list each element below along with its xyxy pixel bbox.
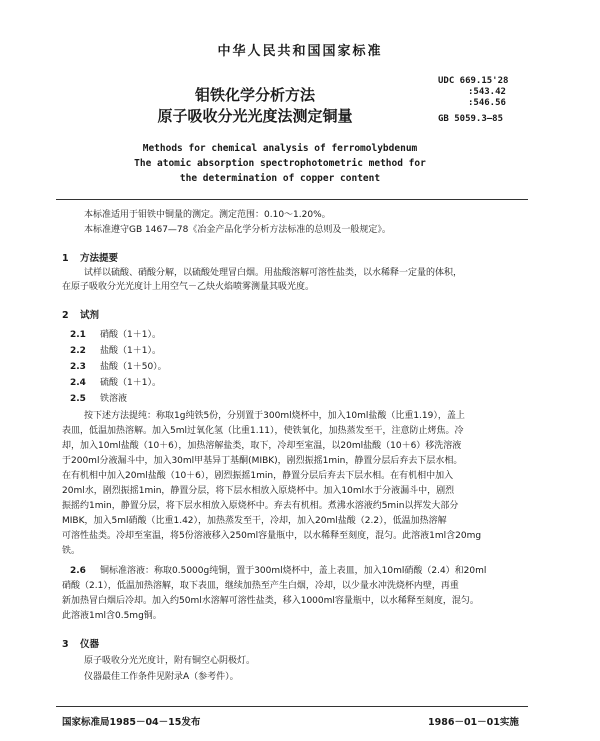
reagent-text: 铁溶液 [100,394,128,404]
udc-line-2: :543.42 [468,87,506,97]
title-en-line-3: the determination of copper content [179,173,381,184]
title-cn-line-2: 原子吸收分光光度法测定铜量 [157,107,353,125]
reagent-item [70,359,167,372]
copper-standard-line: 硝酸（2.1），低温加热溶解，取下表皿，继续加热至产生白烟，冷却，以少量水冲洗烧杯内壁，再重 [62,581,459,591]
reagent-text: 盐酸（1＋1）。 [100,346,161,356]
intro-scope: 本标准适用于钼铁中铜量的测定。测定范围：0.10～1.20%。 [84,210,331,220]
udc-line-3: :546.56 [468,98,506,108]
iron-solution-line: 按下述方法提纯：称取1g纯铁5份，分别置于300ml烧杯中，加入10ml盐酸（比重1.19），盖上 [84,411,465,421]
copper-standard-line: 此溶液1ml含0.5mg铜。 [62,611,162,621]
reagent-item [70,391,127,404]
title-en-line-2: The atomic absorption spectrophotometric method for [134,158,426,169]
reagent-number: 2.5 [70,394,86,404]
effective-date: 1986－01－01实施 [428,717,519,728]
reagent-text: 盐酸（1＋50）。 [100,362,167,372]
section-2-heading [62,307,99,321]
iron-solution-line: 表皿，低温加热溶解。加入5ml过氧化氢（比重1.11），使铁氧化，加热蒸发至干，注意防止烤焦。冷 [62,426,464,436]
iron-solution-line: 于200ml分液漏斗中，加入30ml甲基异丁基酮(MIBK)，剧烈振摇1min，静置分层后弃去下层水相。 [62,456,463,466]
reagent-item-2-6 [70,563,486,576]
section-3-line-1: 原子吸收分光光度计，附有铜空心阴极灯。 [84,656,256,666]
iron-solution-line: 振摇约1min，静置分层，将下层水相放入原烧杯中。弃去有机相。煮沸水溶液约5min以挥发大部分 [62,501,459,511]
section-title: 试剂 [80,310,100,321]
footer-divider [56,706,528,707]
iron-solution-line: 却，加入10ml盐酸（10＋6），加热溶解盐类，取下，冷却至室温，以20ml盐酸（10＋6）移洗溶液 [62,441,462,451]
iron-solution-line: 20ml水，剧烈振摇1min，静置分层，将下层水相放入原烧杯中。加入10ml水于分液漏斗中，剧烈 [62,486,455,496]
section-3-heading [62,636,99,650]
section-number: 2 [62,310,69,321]
reagent-text: 铜标准溶液：称取0.5000g纯铜，置于300ml烧杯中，盖上表皿，加入10ml硝酸（2.4）和20ml [100,566,487,576]
section-number: 3 [62,639,69,650]
reagent-item [70,327,161,340]
reagent-text: 硫酸（1＋1）。 [100,378,161,388]
section-title: 仪器 [80,639,100,650]
udc-block [438,76,508,109]
iron-solution-line: MIBK，加入5ml硝酸（比重1.42），加热蒸发至干，冷却，加入20ml盐酸（2.2），低温加热溶解 [62,516,447,526]
reagent-number: 2.2 [70,346,86,356]
section-1-line-1: 试样以硫酸、硝酸分解，以硫酸处理冒白烟。用盐酸溶解可溶性盐类，以水稀释一定量的体积， [84,268,463,278]
issuing-authority: 中华人民共和国国家标准 [217,44,383,59]
title-cn-line-1: 钼铁化学分析方法 [194,86,315,104]
section-number: 1 [62,253,69,264]
reagent-text: 硝酸（1＋1）。 [100,330,161,340]
copper-standard-line: 新加热冒白烟后冷却。加入约50ml水溶解可溶性盐类，移入1000ml容量瓶中，以水稀释至刻度，混匀。 [62,596,479,606]
standard-number: GB 5059.3—85 [438,114,504,124]
publish-date: 国家标准局1985－04－15发布 [62,717,201,728]
title-en-line-1: Methods for chemical analysis of ferromolybdenum [142,143,418,154]
reagent-number: 2.1 [70,330,86,340]
intro-compliance: 本标准遵守GB 1467—78《冶金产品化学分析方法标准的总则及一般规定》。 [84,225,391,235]
udc-line-1: UDC 669.15'28 [438,76,509,86]
iron-solution-line: 可溶性盐类。冷却至室温，将5份溶液移入250ml容量瓶中，以水稀释至刻度，混匀。此溶液1ml含20mg [62,531,482,541]
reagent-number: 2.4 [70,378,86,388]
reagent-number: 2.6 [70,566,86,576]
section-1-heading [62,250,118,264]
iron-solution-line: 在有机相中加入20ml盐酸（10＋6），剧烈振摇1min，静置分层后弃去下层水相。在有机相中加入 [62,471,454,481]
section-title: 方法提要 [80,253,119,264]
reagent-item [70,343,161,356]
section-1-line-2: 在原子吸收分光光度计上用空气－乙炔火焰喷雾测量其吸光度。 [62,282,315,292]
reagent-item [70,375,161,388]
header-divider [56,199,528,200]
iron-solution-line: 铁。 [62,546,81,556]
section-3-line-2: 仪器最佳工作条件见附录A（参考件）。 [84,672,239,682]
reagent-number: 2.3 [70,362,86,372]
